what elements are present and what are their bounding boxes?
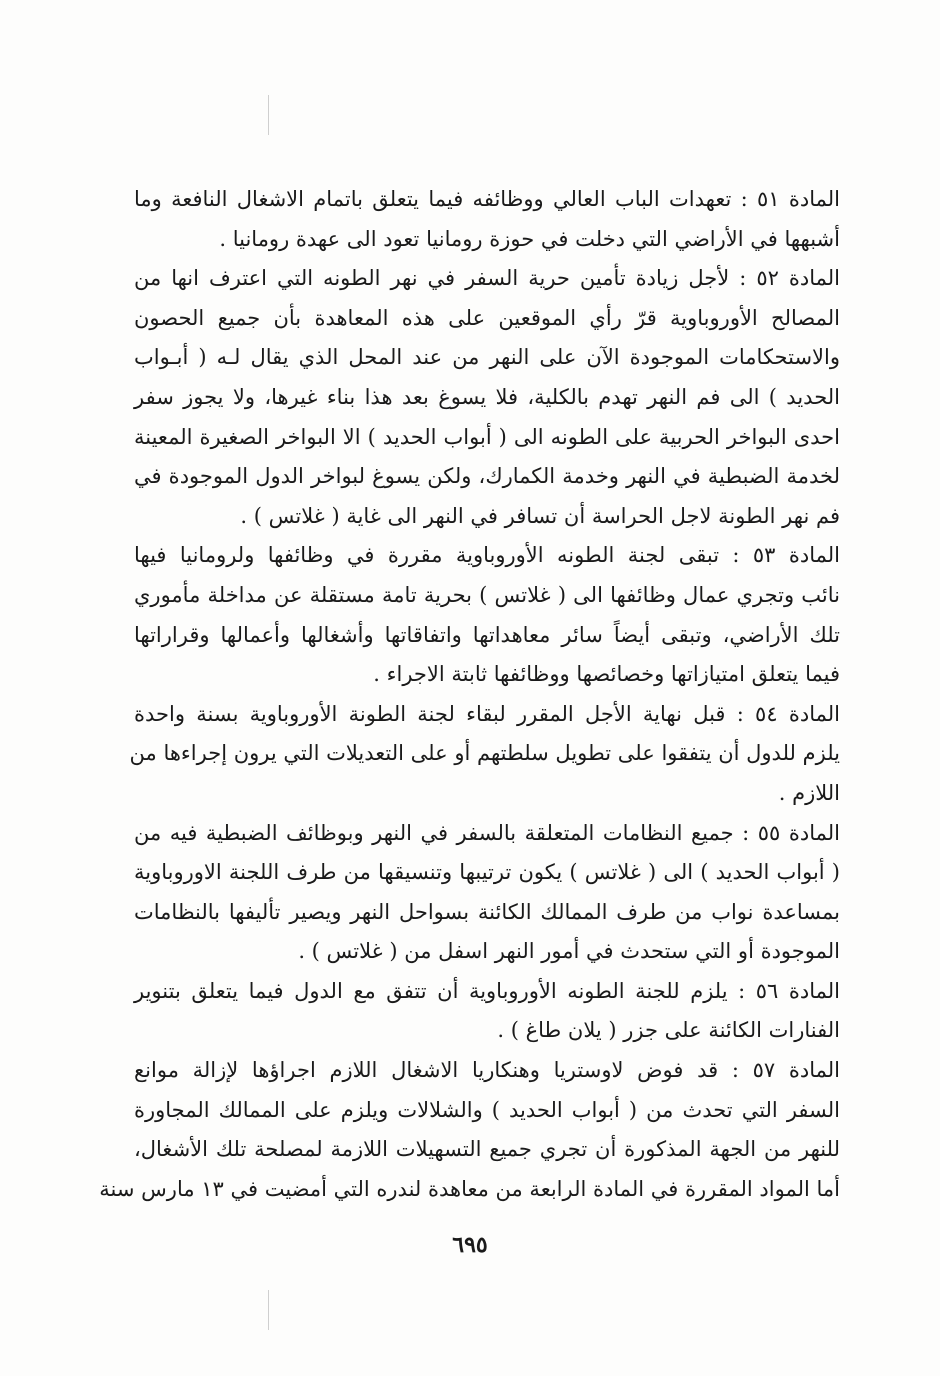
text-line: أشبهها في الأراضي التي دخلت في حوزة رومانيا تعود الى عهدة رومانيا . — [219, 226, 840, 251]
text-line: المصالح الأوروباوية قرّ رأي الموقعين على هذه المعاهدة بأن جميع الحصون — [134, 305, 840, 330]
text-line: اللازم . — [778, 780, 840, 805]
text-line: المادة ٥٥ : جميع النظامات المتعلقة بالسفر في النهر وبوظائف الضبطية فيه من — [134, 820, 840, 845]
text-line: احدى البواخر الحربية على الطونه الى ( أبواب الحديد ) الا البواخر الصغيرة المعينة — [134, 424, 840, 449]
text-line: والاستحكامات الموجودة الآن على النهر من عند المحل الذي يقال لـه ( أبـواب — [134, 345, 840, 370]
text-line: يلزم للدول أن يتفقوا على تطويل سلطتهم أو على التعديلات التي يرون إجراءها من — [129, 741, 840, 766]
text-line: المادة ٥٦ : يلزم للجنة الطونه الأوروباوية أن تتفق مع الدول فيما يتعلق بتنوير — [134, 978, 840, 1003]
page-number: ٦٩٥ — [452, 1232, 488, 1258]
text-line: أما المواد المقررة في المادة الرابعة من معاهدة لندره التي أمضيت في ١٣ مارس سنة — [99, 1176, 840, 1201]
text-line: الموجودة أو التي ستحدث في أمور النهر اسفل من ( غلاتس ) . — [298, 939, 840, 964]
text-line: فم نهر الطونة لاجل الحراسة أن تسافر في النهر الى غاية ( غلاتس ) . — [240, 503, 840, 528]
text-line: المادة ٥٤ : قبل نهاية الأجل المقرر لبقاء لجنة الطونة الأوروباوية بسنة واحدة — [134, 701, 840, 726]
scan-fold-mark-bottom — [268, 1290, 269, 1330]
text-line: بمساعدة نواب من طرف الممالك الكائنة بسواحل النهر ويصير تأليفها بالنظامات — [134, 899, 840, 924]
text-line: تلك الأراضي، وتبقى أيضاً سائر معاهداتها واتفاقاتها وأشغالها وأعمالها وقراراتها — [134, 622, 840, 647]
scan-fold-mark-top — [268, 95, 269, 135]
text-line: الحديد ) الى فم النهر تهدم بالكلية، فلا يسوغ بعد هذا بناء غيرها، ولا يجوز سفر — [134, 384, 840, 409]
text-line: فيما يتعلق امتيازاتها وخصائصها ووظائفها ثابتة الاجراء . — [373, 662, 840, 687]
text-line: المادة ٥٣ : تبقى لجنة الطونه الأوروباوية مقررة في وظائفها ولرومانيا فيها — [134, 543, 840, 568]
text-line: ( أبواب الحديد ) الى ( غلاتس ) يكون ترتيبها وتنسيقها من طرف اللجنة الاوروباوية — [134, 860, 840, 885]
text-line: للنهر من الجهة المذكورة أن تجري جميع التسهيلات اللازمة لمصلحة تلك الأشغال، — [134, 1137, 840, 1162]
text-line: المادة ٥٢ : لأجل زيادة تأمين حرية السفر في نهر الطونه التي اعترف انها من — [134, 266, 840, 291]
text-line: نائب وتجري عمال وظائفها الى ( غلاتس ) بحرية تامة مستقلة عن مداخلة مأموري — [134, 582, 840, 607]
text-line: المادة ٥٧ : قد فوض لاوستريا وهنكاريا الاشغال اللازم اجراؤها لإزالة موانع — [134, 1058, 840, 1083]
article-text — [99, 180, 840, 1209]
text-line: الفنارات الكائنة على جزر ( يلان طاغ ) . — [497, 1018, 840, 1043]
text-line: السفر التي تحدث من ( أبواب الحديد ) والشلالات ويلزم على الممالك المجاورة — [134, 1097, 840, 1122]
text-line: المادة ٥١ : تعهدات الباب العالي ووظائفه فيما يتعلق باتمام الاشغال النافعة وما — [134, 187, 840, 211]
text-line: لخدمة الضبطية في النهر وخدمة الكمارك، ولكن يسوغ لبواخر الدول الموجودة في — [134, 464, 840, 489]
